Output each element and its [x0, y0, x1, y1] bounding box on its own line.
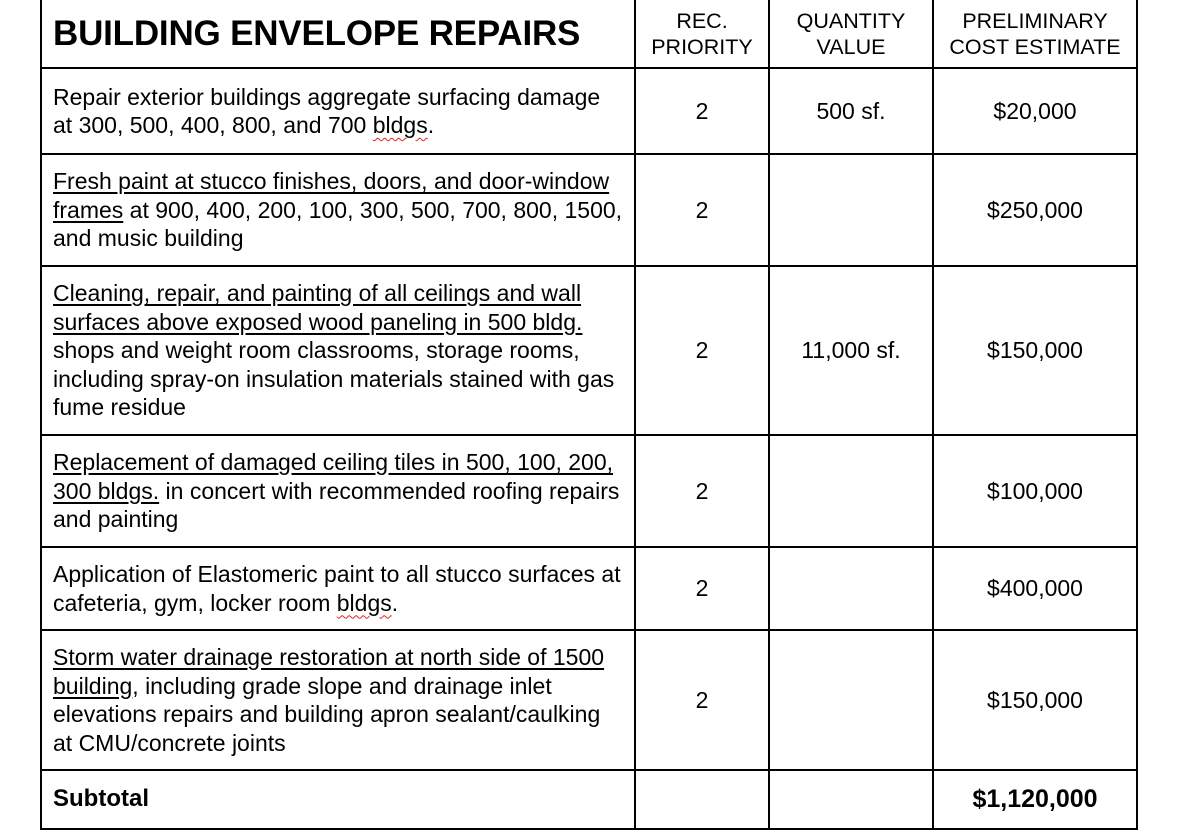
- spellcheck-word: bldgs: [372, 112, 428, 138]
- description-underlined: Fresh paint at stucco finishes, doors, and door-window frames: [53, 168, 610, 223]
- row-cost: $20,000: [933, 68, 1137, 154]
- subtotal-row: [41, 770, 1137, 829]
- subtotal-cost: $1,120,000: [933, 770, 1137, 829]
- table-title: BUILDING ENVELOPE REPAIRS: [41, 0, 635, 68]
- description-underlined: Storm water drainage restoration at north side of 1500 building: [53, 644, 605, 699]
- description-text: Repair exterior buildings aggregate surfacing damage at 300, 500, 400, 800, and 700: [53, 83, 601, 138]
- row-quantity: 11,000 sf.: [769, 266, 933, 435]
- header-quantity-line2: VALUE: [816, 34, 886, 59]
- subtotal-priority: [635, 770, 769, 829]
- row-quantity: [769, 435, 933, 547]
- table-row: [41, 630, 1137, 770]
- description-text: shops and weight room classrooms, storage rooms, including spray-on insulation materials stained with gas fume residue: [53, 337, 615, 421]
- row-priority: 2: [635, 266, 769, 435]
- description-underlined: Replacement of damaged ceiling tiles in 500, 100, 200, 300 bldgs.: [53, 449, 614, 504]
- header-cost: [933, 0, 1137, 68]
- subtotal-label: Subtotal: [41, 770, 635, 829]
- row-cost: $150,000: [933, 266, 1137, 435]
- row-priority: 2: [635, 154, 769, 266]
- description-text: .: [391, 589, 399, 616]
- table-row: [41, 154, 1137, 266]
- row-priority: 2: [635, 547, 769, 630]
- row-description: [41, 630, 635, 770]
- header-row: [41, 0, 1137, 68]
- header-quantity-line1: QUANTITY: [796, 8, 906, 33]
- table-row: [41, 435, 1137, 547]
- row-quantity: 500 sf.: [769, 68, 933, 154]
- header-priority: [635, 0, 769, 68]
- description-text: Application of Elastomeric paint to all stucco surfaces at cafeteria, gym, locker room: [53, 561, 621, 616]
- row-cost: $250,000: [933, 154, 1137, 266]
- subtotal-quantity: [769, 770, 933, 829]
- row-quantity: [769, 630, 933, 770]
- table-row: [41, 68, 1137, 154]
- row-priority: 2: [635, 630, 769, 770]
- description-text: at 900, 400, 200, 100, 300, 500, 700, 800, 1500, and music building: [53, 196, 623, 252]
- table-row: [41, 547, 1137, 630]
- table-row: [41, 266, 1137, 435]
- row-description: [41, 68, 635, 154]
- description-text: in concert with recommended roofing repairs and painting: [53, 477, 620, 533]
- row-priority: 2: [635, 68, 769, 154]
- description-underlined: Cleaning, repair, and painting of all ceilings and wall surfaces above exposed wood paneling in 500 bldg.: [53, 280, 583, 335]
- row-description: [41, 266, 635, 435]
- header-priority-line1: REC.: [676, 8, 728, 33]
- description-text: .: [427, 112, 435, 138]
- cost-estimate-table: [40, 0, 1138, 830]
- row-priority: 2: [635, 435, 769, 547]
- row-cost: $100,000: [933, 435, 1137, 547]
- header-priority-line2: PRIORITY: [651, 34, 753, 59]
- spellcheck-word: bldgs: [336, 589, 392, 616]
- row-quantity: [769, 154, 933, 266]
- row-description: [41, 547, 635, 630]
- row-description: [41, 154, 635, 266]
- header-cost-line1: PRELIMINARY: [962, 8, 1108, 33]
- row-cost: $150,000: [933, 630, 1137, 770]
- header-quantity: [769, 0, 933, 68]
- row-quantity: [769, 547, 933, 630]
- row-cost: $400,000: [933, 547, 1137, 630]
- description-text: , including grade slope and drainage inlet elevations repairs and building apron sealant/caulking at CMU/concrete joints: [53, 672, 601, 756]
- header-cost-line2: COST ESTIMATE: [949, 34, 1121, 59]
- row-description: [41, 435, 635, 547]
